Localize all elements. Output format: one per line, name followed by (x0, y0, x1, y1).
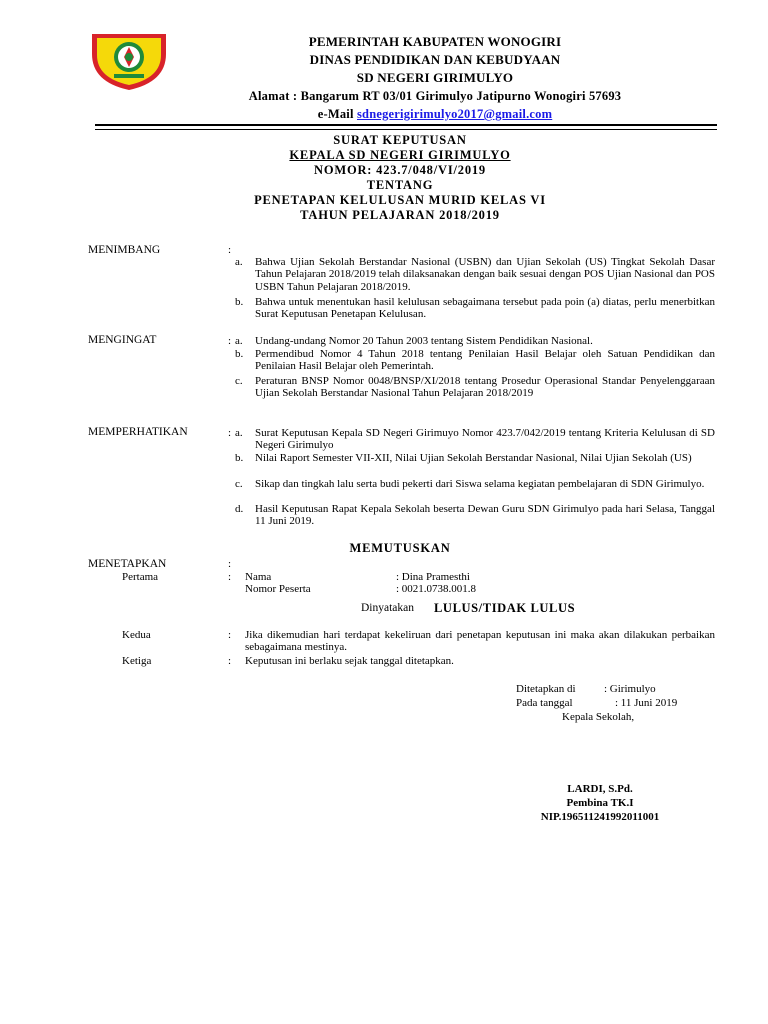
ketiga-colon: : (228, 655, 232, 667)
ketiga-text: Keputusan ini berlaku sejak tanggal ditetapkan. (245, 655, 454, 667)
email-link[interactable]: sdnegerigirimulyo2017@gmail.com (356, 107, 553, 121)
memperhatikan-item-c (235, 478, 715, 490)
memperhatikan-item-d-text: Hasil Keputusan Rapat Kepala Sekolah beserta Dewan Guru SDN Girimulyo pada hari Selasa, Tanggal 11 Juni 2019. (255, 503, 715, 528)
mengingat-item-b (235, 348, 715, 373)
memperhatikan-item-b-marker: b. (235, 452, 244, 464)
letterhead-line-2: DINAS PENDIDIKAN DAN KEBUDYAAN (309, 52, 561, 67)
memperhatikan-item-a (235, 427, 715, 452)
signer-name: LARDI, S.Pd. (567, 783, 633, 795)
mengingat-colon: : (228, 335, 232, 347)
signer-rank: Pembina TK.I (566, 797, 634, 809)
mengingat-item-a-marker: a. (235, 335, 243, 347)
title-line-6: TAHUN PELAJARAN 2018/2019 (300, 208, 500, 222)
menimbang-item-a-marker: a. (235, 256, 243, 268)
memperhatikan-item-c-text: Sikap dan tingkah lalu serta budi pekerti dari Siswa selama kegiatan pembelajaran di SDN Girimulyo. (255, 478, 705, 490)
title-line-2: KEPALA SD NEGERI GIRIMULYO (289, 148, 511, 162)
memperhatikan-item-d-marker: d. (235, 503, 244, 515)
mengingat-item-c (235, 375, 715, 400)
mengingat-item-c-marker: c. (235, 375, 243, 387)
memutuskan-heading: MEMUTUSKAN (349, 541, 451, 555)
menetapkan-label: MENETAPKAN (88, 558, 167, 570)
menimbang-colon: : (228, 244, 232, 256)
mengingat-item-b-marker: b. (235, 348, 244, 360)
memperhatikan-item-a-text: Surat Keputusan Kepala SD Negeri Girimuyo Nomor 423.7/042/2019 tentang Kriteria Kelulusan di SD Negeri Girimulyo (255, 427, 715, 452)
kedua-label: Kedua (122, 629, 151, 641)
menimbang-item-a (235, 256, 715, 293)
memperhatikan-item-d (235, 503, 715, 528)
mengingat-item-c-text: Peraturan BNSP Nomor 0048/BNSP/XI/2018 tentang Prosedur Operasional Standar Penyelenggaraan Ujian Sekolah Berstandar Nasional Tahun Pelajaran 2018/2019 (255, 375, 715, 400)
letterhead-address: Alamat : Bangarum RT 03/01 Girimulyo Jatipurno Wonogiri 57693 (248, 89, 622, 103)
kedua-colon: : (228, 629, 232, 641)
pada-tanggal-label: Pada tanggal (516, 697, 573, 709)
nama-value: : Dina Pramesthi (396, 571, 470, 583)
memperhatikan-item-a-marker: a. (235, 427, 243, 439)
memperhatikan-item-c-marker: c. (235, 478, 243, 490)
menetapkan-colon: : (228, 558, 232, 570)
memperhatikan-item-b (235, 452, 715, 464)
menimbang-label: MENIMBANG (88, 244, 161, 256)
menimbang-item-a-text: Bahwa Ujian Sekolah Berstandar Nasional (USBN) dan Ujian Sekolah (US) Tingkat Sekolah Dasar Tahun Pelajaran 2018/2019 telah dilaksanakan dengan baik sesuai dengan POS Ujian Nasional dan POS USBN Tahun Pelajaran 2018/2019. (255, 256, 715, 293)
mengingat-label: MENGINGAT (88, 334, 157, 346)
email-label: e-Mail (317, 107, 354, 121)
nama-label: Nama (245, 571, 272, 583)
letterhead-line-1: PEMERINTAH KABUPATEN WONOGIRI (308, 34, 562, 49)
memperhatikan-label: MEMPERHATIKAN (88, 426, 188, 438)
nomor-peserta-value: : 0021.0738.001.8 (396, 583, 477, 595)
menimbang-item-b-text: Bahwa untuk menentukan hasil kelulusan sebagaimana tersebut pada poin (a) diatas, perlu menerbitkan Surat Keputusan Penetapan Kelulusan. (255, 296, 715, 321)
menimbang-item-b-marker: b. (235, 296, 244, 308)
letterhead-email-line (150, 105, 720, 123)
ketiga-label: Ketiga (122, 655, 152, 667)
memperhatikan-colon: : (228, 427, 232, 439)
ditetapkan-di-label: Ditetapkan di (516, 683, 576, 695)
dinyatakan-value: LULUS/TIDAK LULUS (434, 601, 576, 615)
pada-tanggal-value: : 11 Juni 2019 (615, 697, 678, 709)
ditetapkan-di-value: : Girimulyo (604, 683, 656, 695)
decree-title (100, 133, 700, 223)
title-line-4: TENTANG (366, 178, 434, 192)
letterhead-rule-thick (95, 124, 717, 126)
menimbang-item-b (235, 296, 715, 321)
letterhead-line-3: SD NEGERI GIRIMULYO (356, 70, 514, 85)
mengingat-item-b-text: Permendibud Nomor 4 Tahun 2018 tentang Penilaian Hasil Belajar oleh Satuan Pendidikan dan Penilaian Hasil Belajar oleh Pemerintah. (255, 348, 715, 373)
title-line-3: NOMOR: 423.7/048/VI/2019 (314, 163, 486, 177)
mengingat-item-a-text: Undang-undang Nomor 20 Tahun 2003 tentang Sistem Pendidikan Nasional. (255, 335, 593, 347)
nomor-peserta-label: Nomor Peserta (245, 583, 311, 595)
memperhatikan-item-b-text: Nilai Raport Semester VII-XII, Nilai Ujian Sekolah Berstandar Nasional, Nilai Ujian Sekolah (US) (255, 452, 692, 464)
pertama-colon: : (228, 571, 232, 583)
signer-position: Kepala Sekolah, (562, 711, 635, 723)
dinyatakan-label: Dinyatakan (361, 602, 415, 614)
letterhead (150, 33, 720, 123)
kedua-text: Jika dikemudian hari terdapat kekeliruan dari penetapan keputusan ini maka akan dilakukan perbaikan sebagaimana mestinya. (245, 629, 715, 654)
pertama-label: Pertama (122, 571, 159, 583)
title-line-1: SURAT KEPUTUSAN (333, 133, 467, 147)
title-line-5: PENETAPAN KELULUSAN MURID KELAS VI (254, 193, 546, 207)
letterhead-rule-thin (95, 129, 717, 130)
mengingat-item-a (235, 335, 715, 347)
signer-nip: NIP.196511241992011001 (540, 811, 660, 823)
